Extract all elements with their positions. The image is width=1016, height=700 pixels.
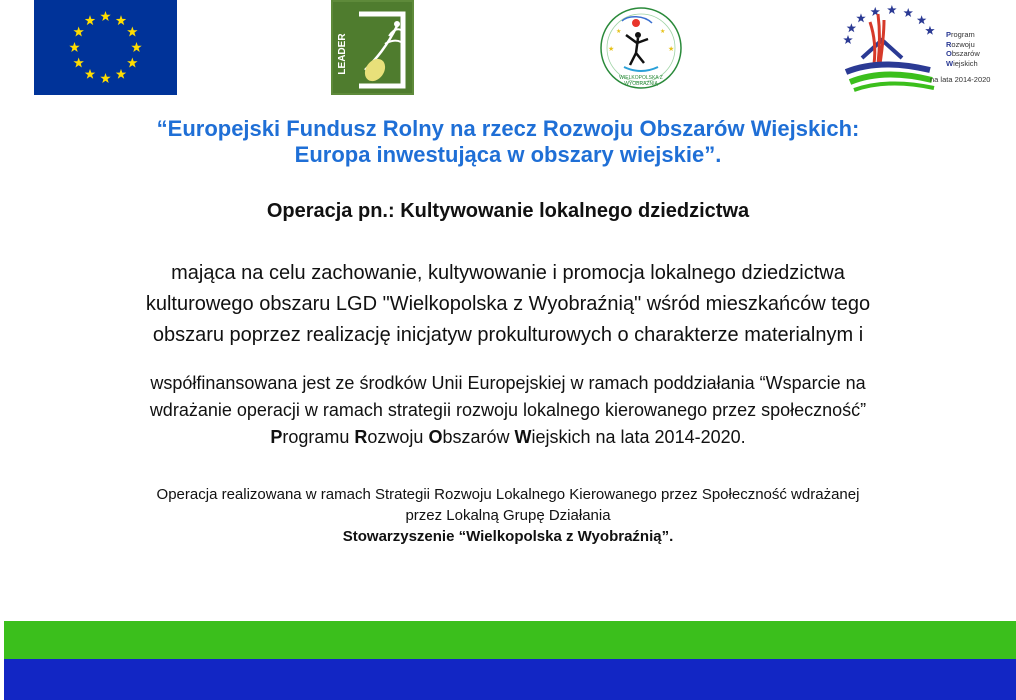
programme-word: bszarów bbox=[442, 427, 515, 447]
eu-star-icon bbox=[127, 27, 137, 37]
prow-star-icon bbox=[903, 8, 913, 17]
eu-star-icon bbox=[100, 11, 110, 21]
lgd-text: WIELKOPOLSKA Z WYOBRAŹNIĄ bbox=[619, 75, 663, 87]
svg-text:★: ★ bbox=[608, 46, 615, 53]
implementation-line-1: Operacja realizowana w ramach Strategii Rozwoju Lokalnego Kierowanego przez Społeczność wdrażanej bbox=[156, 486, 860, 503]
lgd-logo bbox=[596, 5, 686, 91]
prow-star-icon bbox=[925, 26, 935, 35]
eu-star-icon bbox=[116, 69, 126, 79]
cofinancing-line-3 bbox=[0, 424, 1016, 451]
implementation-paragraph bbox=[0, 484, 1016, 547]
prow-star-icon bbox=[917, 15, 927, 24]
operation-title: Operacja pn.: Kultywowanie lokalnego dziedzictwa bbox=[266, 200, 750, 222]
aim-line-2: kulturowego obszaru LGD "Wielkopolska z Wyobraźnią" wśród mieszkańców tego bbox=[145, 293, 871, 315]
leader-text: LEADER bbox=[337, 33, 348, 75]
headline-line-1: “Europejski Fundusz Rolny na rzecz Rozwoju Obszarów Wiejskich: bbox=[156, 116, 860, 141]
prow-star-icon bbox=[843, 35, 853, 44]
eu-star-icon bbox=[116, 15, 126, 25]
eu-star-icon bbox=[85, 15, 95, 25]
green-band bbox=[4, 621, 1016, 659]
prow-initial: O bbox=[946, 49, 952, 58]
eu-star-icon bbox=[131, 42, 141, 52]
prow-word: bszarów bbox=[951, 49, 980, 58]
leaf-icon bbox=[331, 0, 414, 95]
prow-star-icon bbox=[847, 23, 857, 32]
prow-initial: P bbox=[946, 30, 952, 39]
eu-star-icon bbox=[127, 58, 137, 68]
implementation-line-2: przez Lokalną Grupę Działania bbox=[405, 507, 611, 524]
prow-initial: W bbox=[946, 58, 954, 68]
prow-star-icon bbox=[887, 5, 897, 14]
prow-word: ozwoju bbox=[951, 39, 975, 49]
eu-star-icon bbox=[69, 42, 79, 52]
cofinancing-line-2: wdrażanie operacji w ramach strategii rozwoju lokalnego kierowanego przez społeczność” bbox=[149, 400, 867, 420]
aim-paragraph bbox=[0, 258, 1016, 351]
prow-years: na lata 2014-2020 bbox=[930, 75, 991, 84]
programme-word: rogramu bbox=[282, 427, 355, 447]
eu-flag-logo bbox=[34, 0, 177, 95]
eu-star-icon bbox=[73, 58, 83, 68]
wheat-house-icon bbox=[840, 0, 940, 95]
leader-logo bbox=[331, 0, 414, 95]
headline-line-2: Europa inwestująca w obszary wiejskie”. bbox=[294, 142, 722, 167]
eu-star-icon bbox=[73, 27, 83, 37]
svg-text:★: ★ bbox=[660, 29, 666, 35]
prow-initial-w: W bbox=[514, 427, 532, 447]
programme-word: iejskich na lata 2014-2020. bbox=[531, 427, 746, 447]
prow-word: rogram bbox=[951, 30, 975, 39]
aim-line-3: obszaru poprzez realizację inicjatyw prokulturowych o charakterze materialnym i bbox=[152, 324, 864, 346]
prow-word: iejskich bbox=[953, 58, 978, 68]
association-name: Stowarzyszenie “Wielkopolska z Wyobraźnią”. bbox=[342, 528, 674, 545]
prow-wordmark bbox=[946, 30, 980, 68]
svg-text:★: ★ bbox=[668, 46, 675, 53]
blue-band bbox=[4, 659, 1016, 700]
cofinancing-line-1: współfinansowana jest ze środków Unii Europejskiej w ramach poddziałania “Wsparcie na bbox=[150, 373, 866, 393]
headline bbox=[0, 116, 1016, 168]
aim-line-1: mająca na celu zachowanie, kultywowanie i promocja lokalnego dziedzictwa bbox=[171, 262, 845, 284]
eu-star-icon bbox=[100, 73, 110, 83]
prow-initial-o: O bbox=[428, 427, 443, 447]
prow-star-icon bbox=[856, 13, 866, 22]
cofinancing-paragraph bbox=[0, 370, 1016, 451]
prow-initial: R bbox=[946, 39, 952, 49]
svg-text:★: ★ bbox=[616, 29, 622, 35]
eu-stars-icon bbox=[34, 0, 177, 95]
eu-star-icon bbox=[85, 69, 95, 79]
prow-initial-r: R bbox=[354, 427, 368, 447]
programme-word: ozwoju bbox=[367, 427, 429, 447]
prow-initial-p: P bbox=[270, 427, 283, 447]
